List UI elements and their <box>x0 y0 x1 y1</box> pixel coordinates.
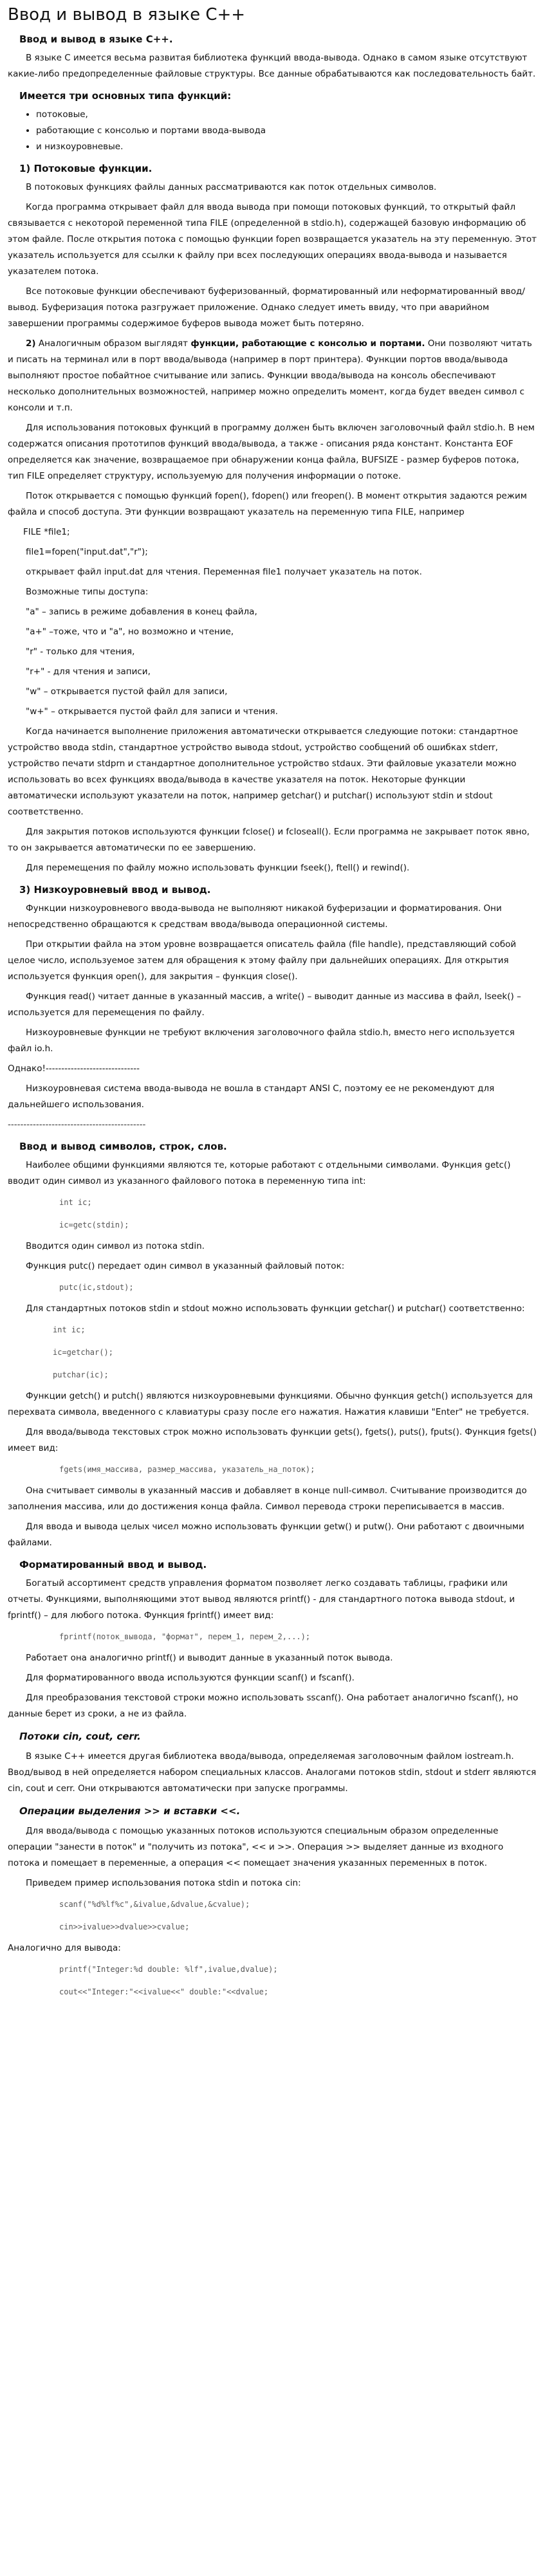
paragraph: В языке С++ имеется другая библиотека ввода/вывода, определяемая заголовочным файлом iostream.h. Ввод/вывод в ней определяется набором специальных классов. Аналогами потоков stdin, stdout и stderr являются cin, cout и cerr. Они открываются автоматически при запуске программы. <box>8 1751 537 1794</box>
mode-item: "a+" –тоже, что и "a", но возможно и чтение, <box>26 627 234 637</box>
section-title-streams-cin: Потоки cin, cout, cerr. <box>19 1731 141 1742</box>
paragraph: Для ввода и вывода целых чисел можно использовать функции getw() и putw(). Они работают с двоичными файлами. <box>8 1522 524 1548</box>
code-line: file1=fopen("input.dat","r"); <box>26 547 148 557</box>
paragraph: В языке С имеется весьма развитая библиотека функций ввода-вывода. Однако в самом языке отсутствуют какие-либо предопределенные файловые структуры. Все данные обрабатываются как последовательность байт. <box>8 53 536 79</box>
paragraph: Для ввода/вывода текстовых строк можно использовать функции gets(), fgets(), puts(), fputs(). Функция fgets() имеет вид: <box>8 1427 537 1453</box>
paragraph: Для закрытия потоков используются функции fclose() и fcloseall(). Если программа не закрывает поток явно, то он закрывается автоматически по ее завершению. <box>8 827 530 853</box>
text: Аналогичным образом выглядят <box>38 338 189 349</box>
paragraph: При открытии файла на этом уровне возвращается описатель файла (file handle), представляющий собой целое число, используемое затем для обращения к этому файлу при дальнейших операциях. Для открытия используется функция open(), для закрытия – функция close(). <box>8 939 517 982</box>
document-body <box>8 32 537 2001</box>
code-line: putc(ic,stdout); <box>59 1283 134 1292</box>
paragraph: Приведем пример использования потока stdin и потока cin: <box>26 1878 301 1888</box>
mode-item: "r+" - для чтения и записи, <box>26 667 151 677</box>
note-label: Однако!------------------------------ <box>8 1063 140 1074</box>
page-title: Ввод и вывод в языке C++ <box>8 5 246 24</box>
section-title-operators: Операции выделения >> и вставки <<. <box>19 1805 241 1817</box>
paragraph: Аналогично для вывода: <box>8 1943 121 1953</box>
list-item: • и низкоуровневые. <box>36 139 537 155</box>
section-title-chars: Ввод и вывод символов, строк, слов. <box>19 1141 227 1152</box>
paragraph: Для форматированного ввода используются функции scanf() и fscanf(). <box>26 1673 355 1683</box>
text: Они позволяют читать и писать на терминал или в порт ввода/вывода (например в порт принтера). Функции портов ввода/вывода выполняют простое побайтное считывание или запись. Функции ввода/вывода на консоль обеспечивают несколько дополнительных возможностей, например можно определить момент, когда будет введен символ с консоли и т.п. <box>8 338 532 413</box>
list-item: • работающие с консолью и портами ввода-вывода <box>36 123 537 139</box>
code-line: ic=getchar(); <box>53 1348 113 1357</box>
section-title-stream: 1) Потоковые функции. <box>19 163 152 174</box>
divider-line: -------------------------------------------- <box>8 1119 146 1130</box>
paragraph: Когда программа открывает файл для ввода вывода при помощи потоковых функций, то открытый файл связывается с некоторой переменной типа FILE (определенной в stdio.h), содержащей базовую информацию об этом файле. После открытия потока с помощью функции fopen возвращается указатель на эту переменную. Этот указатель используется для ссылки к файлу при всех последующих операциях ввода-вывода и называется указателем потока. <box>8 202 537 277</box>
section-title-format: Форматированный ввод и вывод. <box>19 1559 207 1570</box>
paragraph <box>8 336 537 416</box>
paragraph: Все потоковые функции обеспечивают буферизованный, форматированный или неформатированный ввод/вывод. Буферизация потока разгружает приложение. Однако следует иметь ввиду, что при аварийном завершении программы содержимое буферов вывода может быть потеряно. <box>8 286 525 329</box>
list-title: Имеется три основных типа функций: <box>19 90 232 102</box>
paragraph: Для преобразования текстовой строки можно использовать sscanf(). Она работает аналогично fscanf(), но данные берет из сроки, а не из файла. <box>8 1693 519 1719</box>
paragraph: Работает она аналогично printf() и выводит данные в указанный поток вывода. <box>26 1653 393 1663</box>
paragraph: Низкоуровневая система ввода-вывода не вошла в стандарт ANSI C, поэтому ее не рекомендуют для дальнейшего использования. <box>8 1083 495 1110</box>
code-line: cin>>ivalue>>dvalue>>cvalue; <box>59 1922 190 1931</box>
section-title-lowlevel: 3) Низкоуровневый ввод и вывод. <box>19 884 211 896</box>
numbering: 2) <box>26 338 36 349</box>
paragraph: Поток открывается с помощью функций fopen(), fdopen() или freopen(). В момент открытия задаются режим файла и способ доступа. Эти функции возвращают указатель на переменную типа FILE, например <box>8 491 527 517</box>
paragraph: Для перемещения по файлу можно использовать функции fseek(), ftell() и rewind(). <box>26 863 410 873</box>
paragraph: открывает файл input.dat для чтения. Переменная file1 получает указатель на поток. <box>26 567 422 577</box>
code-line: printf("Integer:%d double: %lf",ivalue,dvalue); <box>59 1965 278 1974</box>
paragraph: Наиболее общими функциями являются те, которые работают с отдельными символами. Функция getc() вводит один символ из указанного файлового потока в переменную типа int: <box>8 1160 511 1186</box>
paragraph: Функция read() читает данные в указанный массив, а write() – выводит данные из массива в файл, lseek() – используется для перемещения по файлу. <box>8 991 521 1018</box>
code-line: putchar(ic); <box>53 1370 109 1379</box>
paragraph: В потоковых функциях файлы данных рассматриваются как поток отдельных символов. <box>26 182 437 192</box>
code-line: scanf("%d%lf%c",&ivalue,&dvalue,&cvalue); <box>59 1900 250 1909</box>
paragraph: Функции низкоуровневого ввода-вывода не выполняют никакой буферизации и форматирования. Они непосредственно обращаются к средствам ввода/вывода операционной системы. <box>8 903 502 930</box>
paragraph: Низкоуровневые функции не требуют включения заголовочного файла stdio.h, вместо него используется файл io.h. <box>8 1027 515 1054</box>
code-line: FILE *file1; <box>23 527 70 537</box>
code-line: int ic; <box>53 1325 86 1334</box>
code-line: ic=getc(stdin); <box>59 1220 129 1229</box>
paragraph: Богатый ассортимент средств управления форматом позволяет легко создавать таблицы, графики или отчеты. Функциями, выполняющими этот вывод являются printf() - для стандартного потока вывода stdout, и fprintf() – для любого потока. Функция fprintf() имеет вид: <box>8 1578 515 1621</box>
modes-title: Возможные типы доступа: <box>26 587 149 597</box>
code-line: fprintf(поток_вывода, "формат", перем_1, перем_2,...); <box>59 1632 311 1641</box>
paragraph: Функции getch() и putch() являются низкоуровневыми функциями. Обычно функция getch() используется для перехвата символа, введенного с клавиатуры сразу после его нажатия. Нажатия клавиши "Enter" не требуется. <box>8 1391 533 1417</box>
code-line: fgets(имя_массива, размер_массива, указатель_на_поток); <box>59 1465 315 1474</box>
mode-item: "w" – открывается пустой файл для записи, <box>26 686 228 697</box>
paragraph: Для ввода/вывода с помощью указанных потоков используются специальным образом определенные операции "занести в поток" и "получить из потока", << и >>. Операция >> выделяет данные из входного потока и помещает в переменные, а операция << помещает значения указанных переменных в поток. <box>8 1826 504 1868</box>
list-item: • потоковые, <box>36 107 537 123</box>
code-line: cout<<"Integer:"<<ivalue<<" double:"<<dvalue; <box>59 1987 269 1996</box>
mode-item: "a" – запись в режиме добавления в конец файла, <box>26 607 257 617</box>
paragraph: Когда начинается выполнение приложения автоматически открывается следующие потоки: стандартное устройство ввода stdin, стандартное устройство вывода stdout, устройство сообщений об ошибках stderr, устройство печати stdprn и стандартное дополнительное устройство stdaux. Эти файловые указатели можно использовать во всех функциях ввода/вывода в качестве указателя на поток. Некоторые функции автоматически используют указатели на поток, например getchar() и putchar() используют stdin и stdout соответственно. <box>8 726 519 817</box>
paragraph: Для стандартных потоков stdin и stdout можно использовать функции getchar() и putchar() соответственно: <box>26 1303 525 1314</box>
section-title-io: Ввод и вывод в языке С++. <box>19 33 173 45</box>
mode-item: "r" - только для чтения, <box>26 647 135 657</box>
code-line: int ic; <box>59 1198 92 1207</box>
function-types-list <box>36 107 537 155</box>
paragraph: Она считывает символы в указанный массив и добавляет в конце null-символ. Считывание производится до заполнения массива, или до достижения конца файла. Символ перевода строки переписывается в массив. <box>8 1486 527 1512</box>
paragraph: Функция putc() передает один символ в указанный файловый поток: <box>26 1261 345 1271</box>
bold-text: функции, работающие с консолью и портами. <box>190 338 425 349</box>
mode-item: "w+" – открывается пустой файл для записи и чтения. <box>26 706 278 717</box>
paragraph: Для использования потоковых функций в программу должен быть включен заголовочный файл stdio.h. В нем содержатся описания прототипов функций ввода/вывода, а также - описания ряда констант. Константа EOF определяется как значение, возвращаемое при обнаружении конца файла, BUFSIZE - размер буферов потока, тип FILE определяет структуру, используемую для получения информации о потоке. <box>8 423 535 481</box>
paragraph: Вводится один символ из потока stdin. <box>26 1241 205 1251</box>
